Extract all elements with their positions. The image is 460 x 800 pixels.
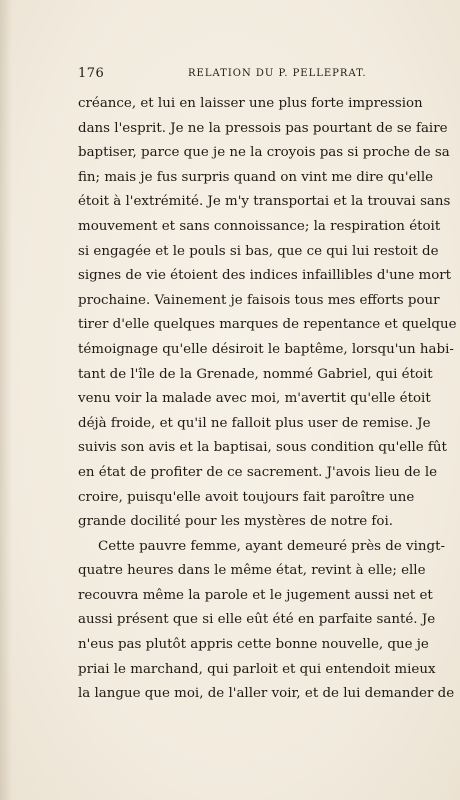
text-line: déjà froide, et qu'il ne falloit plus user de remise. Je (78, 415, 431, 431)
text-line: tant de l'île de la Grenade, nommé Gabriel, qui étoit (78, 366, 433, 382)
text-line: si engagée et le pouls si bas, que ce qui lui restoit de (78, 243, 439, 259)
paragraph (78, 535, 455, 707)
text-line: prochaine. Vainement je faisois tous mes efforts pour (78, 292, 440, 308)
text-line: quatre heures dans le même état, revint à elle; elle (78, 563, 426, 579)
text-line: fin; mais je fus surpris quand on vint me dire qu'elle (78, 169, 434, 185)
text-line: baptiser, parce que je ne la croyois pas si proche de sa (78, 145, 450, 161)
text-line: tirer d'elle quelques marques de repentance et quelque (78, 317, 457, 333)
text-line: mouvement et sans connoissance; la respiration étoit (78, 218, 441, 234)
text-line: Cette pauvre femme, ayant demeuré près de vingt- (98, 538, 445, 554)
text-line: dans l'esprit. Je ne la pressois pas pourtant de se faire (78, 120, 448, 136)
text-line: étoit à l'extrémité. Je m'y transportai et la trouvai sans (78, 194, 451, 210)
text-line: n'eus pas plutôt appris cette bonne nouvelle, que je (78, 637, 429, 653)
text-line: croire, puisqu'elle avoit toujours fait paroître une (78, 489, 415, 505)
running-head (78, 66, 418, 82)
binding-shadow (0, 0, 12, 800)
text-line: signes de vie étoient des indices infaillibles d'une mort (78, 268, 452, 284)
text-line: la langue que moi, de l'aller voir, et de lui demander de (78, 686, 455, 702)
text-line: témoignage qu'elle désiroit le baptême, lorsqu'un habi- (78, 341, 454, 357)
text-line: recouvra même la parole et le jugement aussi net et (78, 587, 433, 603)
text-line: créance, et lui en laisser une plus forte impression (78, 96, 423, 111)
body-text (78, 92, 457, 707)
paragraph (78, 92, 457, 535)
page-number: 176 (78, 66, 105, 81)
text-line: en état de profiter de ce sacrement. J'avois lieu de le (78, 464, 438, 480)
text-line: venu voir la malade avec moi, m'avertit qu'elle étoit (78, 391, 431, 407)
text-line: suivis son avis et la baptisai, sous condition qu'elle fût (78, 440, 447, 456)
running-title: RELATION DU P. PELLEPRAT. (188, 68, 367, 79)
text-line: priai le marchand, qui parloit et qui entendoit mieux (78, 661, 436, 677)
text-line: grande docilité pour les mystères de notre foi. (78, 514, 393, 530)
text-line: aussi présent que si elle eût été en parfaite santé. Je (78, 612, 436, 628)
